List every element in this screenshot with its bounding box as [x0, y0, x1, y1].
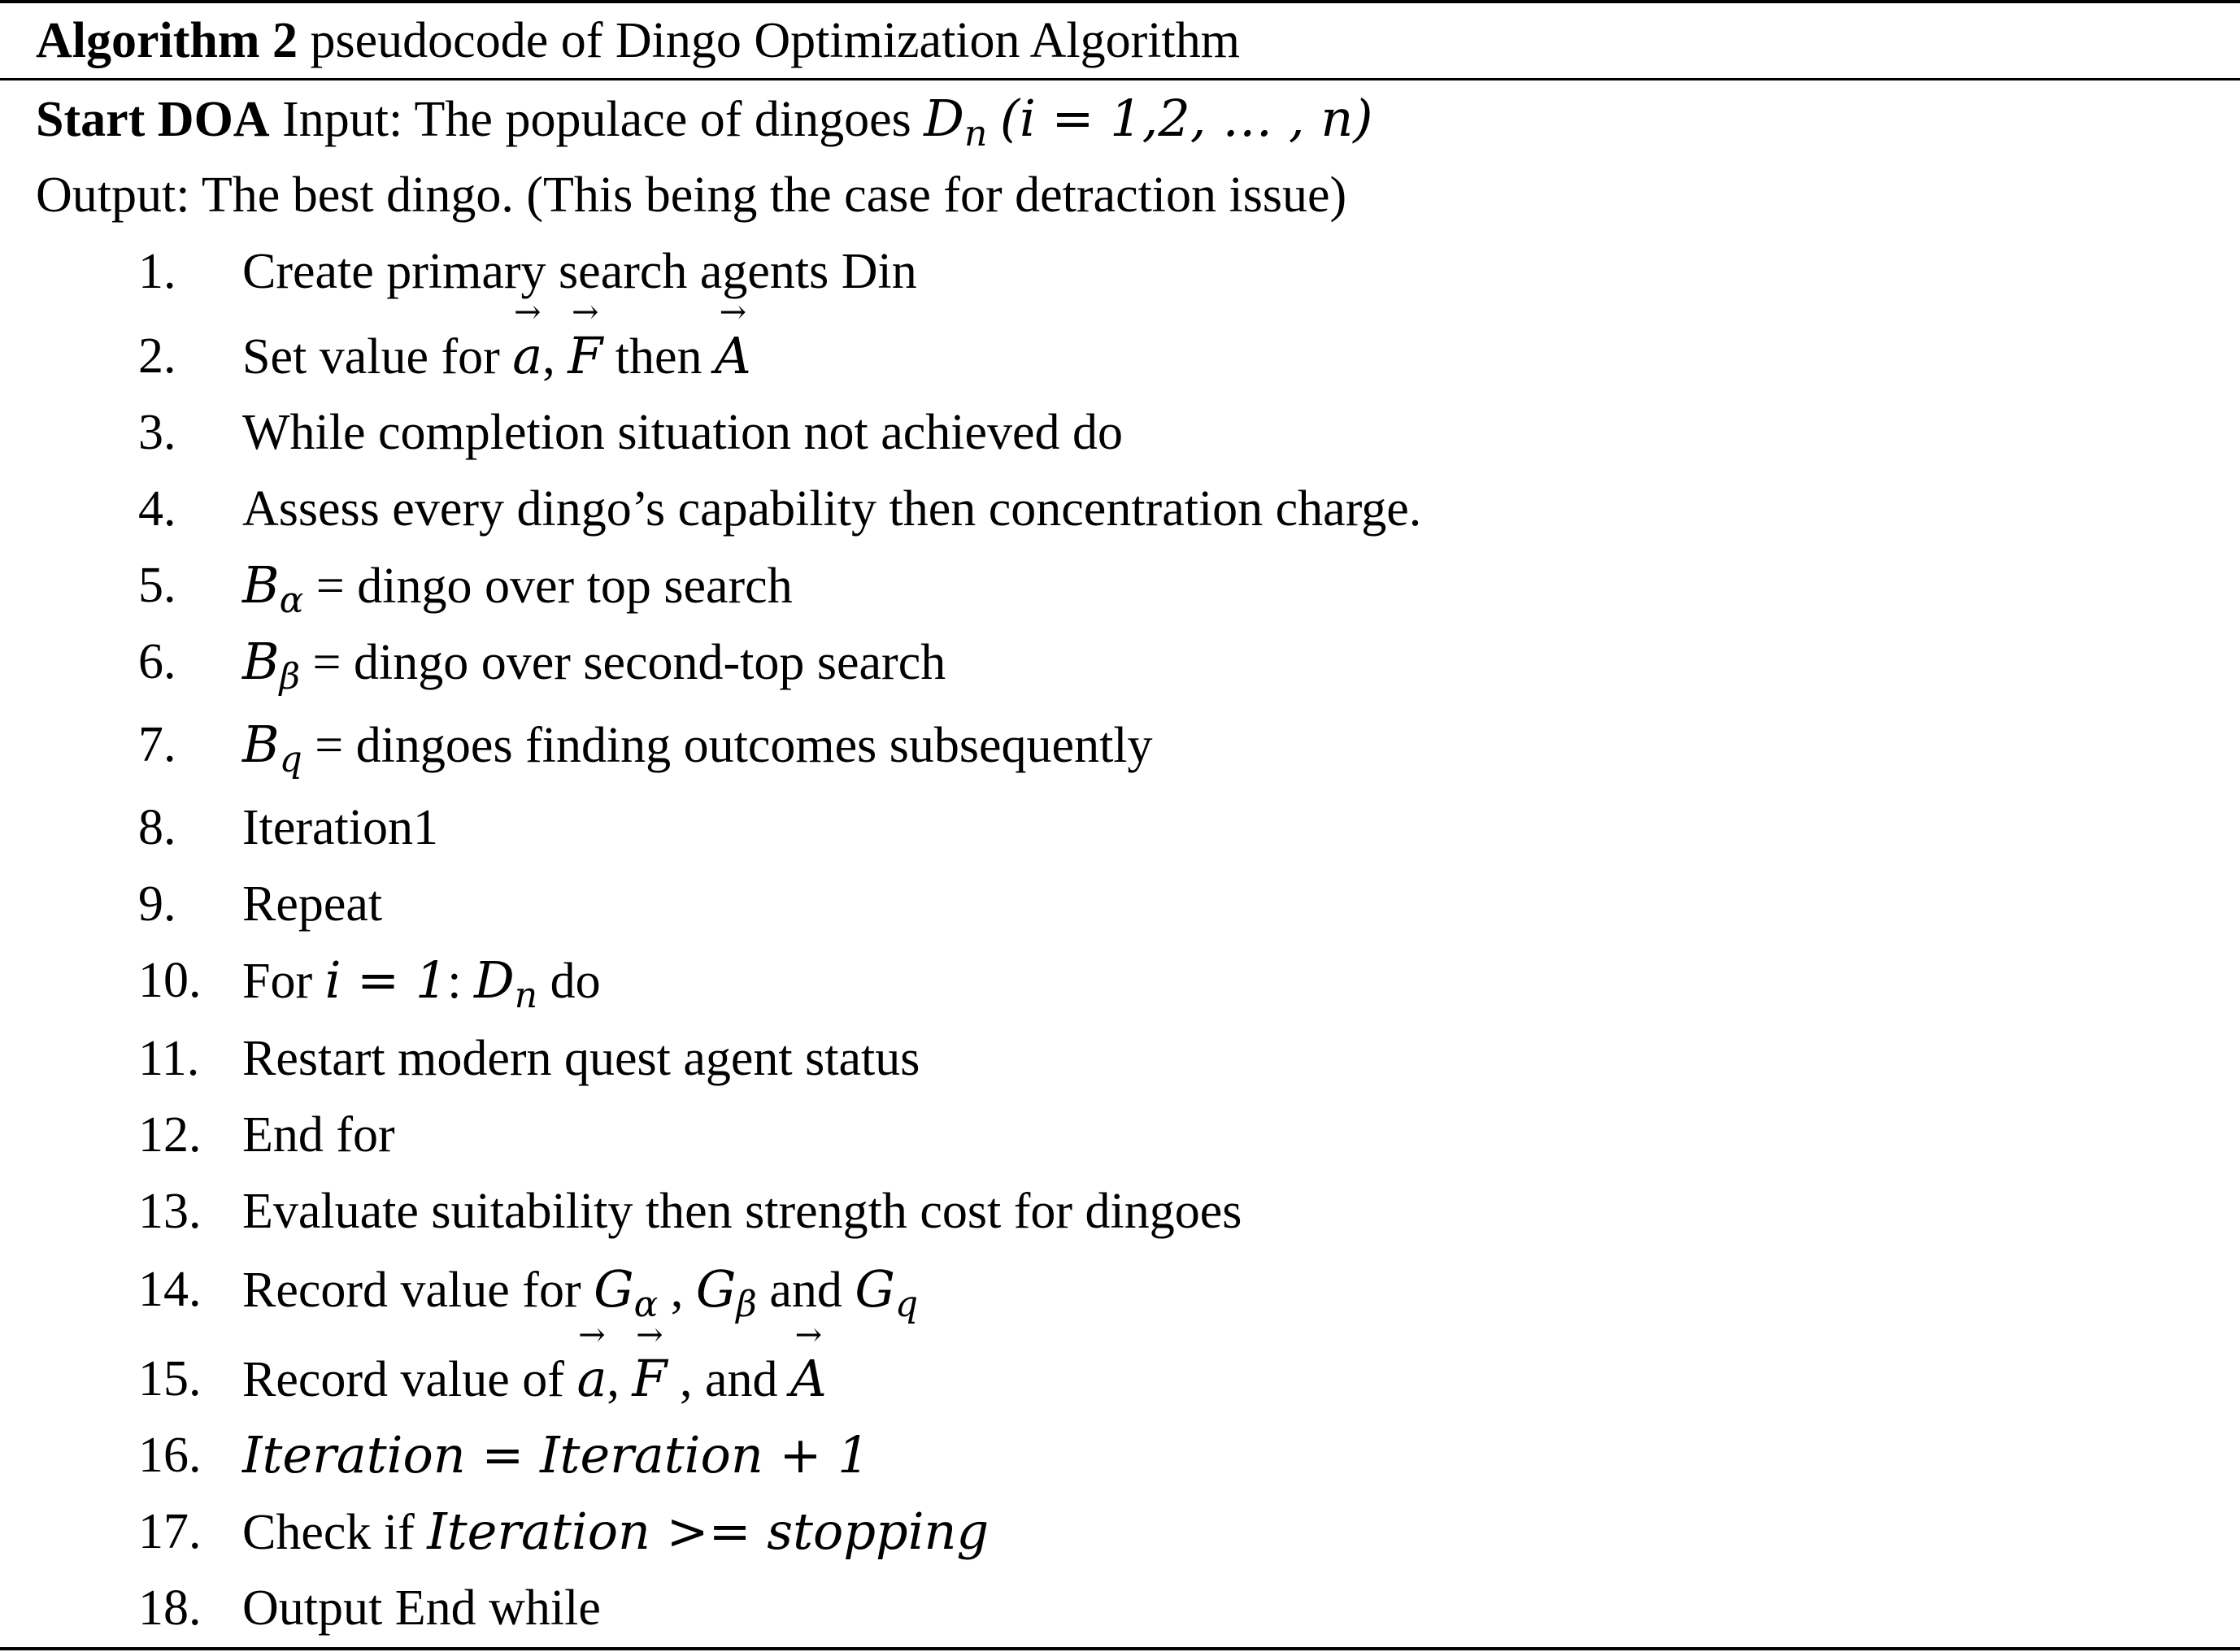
step-text: Set value for → a, → F then → A: [242, 324, 751, 389]
step-number: 15.: [138, 1351, 202, 1406]
output-text: Output: The best dingo. (This being the case for detraction issue): [36, 167, 1347, 223]
algorithm-label: Algorithm 2: [36, 13, 298, 68]
vector-a: → a: [576, 1346, 607, 1411]
vector-a-capital: → A: [715, 324, 751, 389]
bottom-rule: [0, 1647, 2240, 1650]
step-text: Iteration1: [242, 800, 439, 855]
step-text: Record value of → a, → F , and → A: [242, 1346, 827, 1412]
step-text: Output End while: [242, 1580, 601, 1636]
step-text: $B_\alpha$ = dingo over top search: [242, 555, 793, 621]
step-number: 4.: [138, 481, 176, 537]
step-text: Assess every dingo’s capability then concentration charge.: [242, 481, 1422, 537]
step-text: While completion situation not achieved do: [242, 405, 1124, 460]
step-number: 2.: [138, 328, 176, 384]
step-text: Restart modern quest agent status: [242, 1031, 920, 1086]
start-label: Start DOA: [36, 92, 270, 147]
step-text: $B_\beta$ = dingo over second-top search: [242, 632, 946, 698]
step-text: Record value for $G_\alpha$ , $G_\beta$ and $G_q$: [242, 1259, 919, 1325]
step-number: 17.: [138, 1504, 202, 1559]
input-range: (i = 1,2, … , n): [999, 89, 1373, 148]
step-number: 6.: [138, 634, 176, 689]
input-text: Input: The populace of dingoes: [282, 92, 911, 147]
step-text: Check if Iteration >= stopping: [242, 1502, 990, 1561]
step-number: 7.: [138, 717, 176, 772]
step-number: 16.: [138, 1428, 202, 1483]
vector-f: → F: [632, 1346, 667, 1411]
step-number: 11.: [138, 1031, 200, 1086]
step-number: 13.: [138, 1184, 202, 1239]
step-number: 10.: [138, 953, 202, 1008]
step-number: 9.: [138, 876, 176, 932]
vector-a: → a: [512, 324, 542, 389]
step-number: 3.: [138, 405, 176, 460]
step-number: 8.: [138, 800, 176, 855]
step-text: Evaluate suitability then strength cost for dingoes: [242, 1184, 1242, 1239]
step-text: For i = 1: $D_n$ do: [242, 950, 601, 1016]
step-number: 5.: [138, 558, 176, 613]
step-text: Repeat: [242, 876, 383, 932]
vector-a-capital: → A: [790, 1346, 827, 1411]
step-text: Iteration = Iteration + 1: [242, 1425, 870, 1485]
step-text: End for: [242, 1107, 395, 1163]
step-number: 12.: [138, 1107, 202, 1163]
step-text: Create primary search agents Din: [242, 244, 917, 299]
step-number: 18.: [138, 1580, 202, 1636]
input-variable: $D_n$: [924, 89, 988, 154]
step-number: 1.: [138, 244, 176, 299]
vector-f: → F: [568, 324, 602, 389]
step-text: $B_q$ = dingoes finding outcomes subsequently: [242, 715, 1153, 780]
step-number: 14.: [138, 1262, 202, 1317]
algorithm-title: pseudocode of Dingo Optimization Algorithm: [310, 13, 1240, 68]
